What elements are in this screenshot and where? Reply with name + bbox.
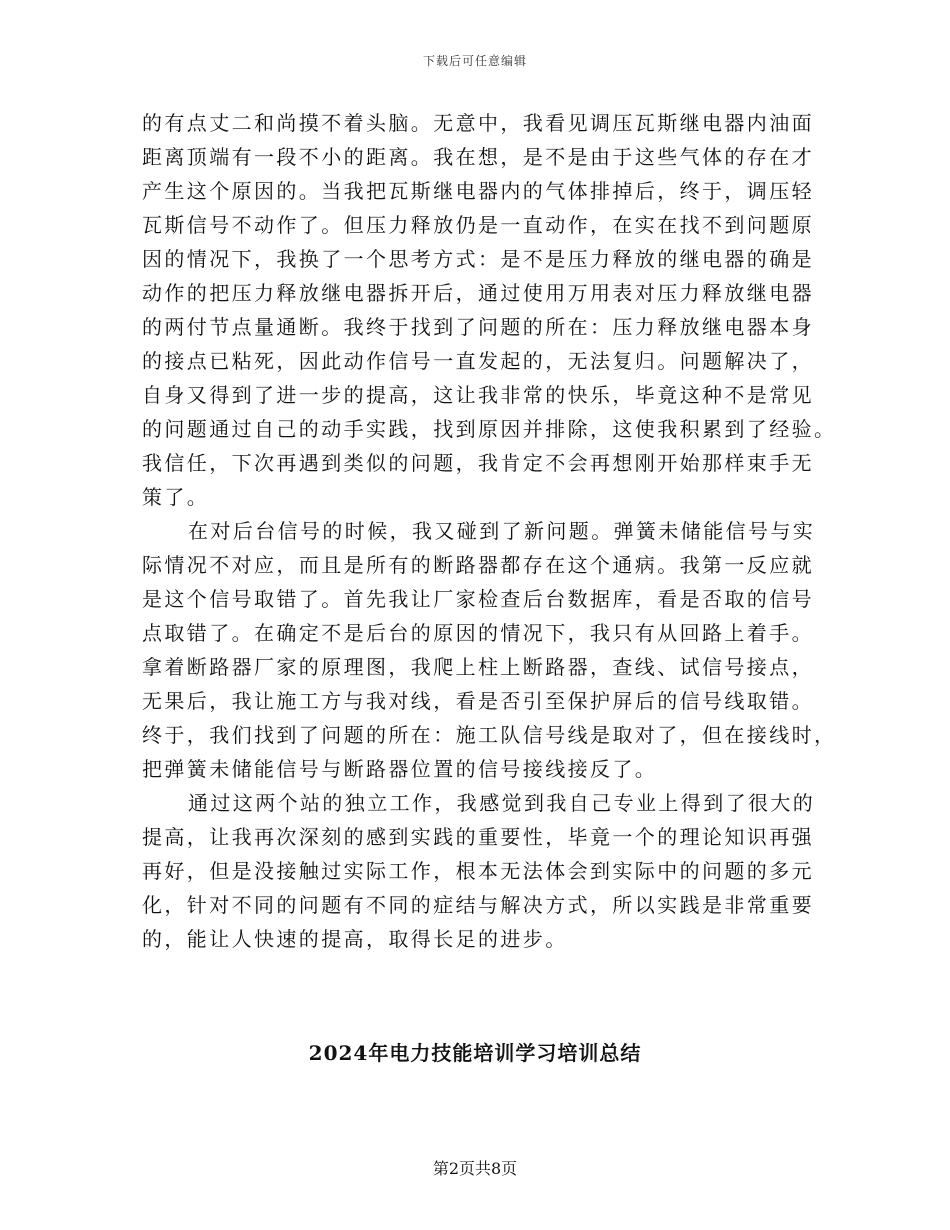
body-line: 无果后，我让施工方与我对线，看是否引至保护屏后的信号线取错。 — [142, 689, 814, 713]
body-line: 点取错了。在确定不是后台的原因的情况下，我只有从回路上着手。 — [142, 621, 814, 645]
body-line: 因的情况下，我换了一个思考方式：是不是压力释放的继电器的确是 — [142, 247, 814, 271]
paragraph-start-line: 通过这两个站的独立工作，我感觉到我自己专业上得到了很大的 — [188, 791, 816, 815]
body-line: 是这个信号取错了。首先我让厂家检查后台数据库，看是否取的信号 — [142, 587, 814, 611]
paragraph-start-line: 在对后台信号的时候，我又碰到了新问题。弹簧未储能信号与实 — [188, 519, 816, 543]
body-line: 策了。 — [142, 485, 210, 509]
document-body — [142, 106, 837, 956]
body-line: 距离顶端有一段不小的距离。我在想，是不是由于这些气体的存在才 — [142, 145, 814, 169]
body-line: 把弹簧未储能信号与断路器位置的信号接线接反了。 — [142, 757, 658, 781]
body-line: 我信任，下次再遇到类似的问题，我肯定不会再想刚开始那样束手无 — [142, 451, 814, 475]
body-line: 际情况不对应，而且是所有的断路器都存在这个通病。我第一反应就 — [142, 553, 814, 577]
body-line: 的接点已粘死，因此动作信号一直发起的，无法复归。问题解决了， — [142, 349, 814, 373]
body-line: 自身又得到了进一步的提高，这让我非常的快乐，毕竟这种不是常见 — [142, 383, 814, 407]
body-line: 终于，我们找到了问题的所在：施工队信号线是取对了，但在接线时， — [142, 723, 837, 747]
body-line: 产生这个原因的。当我把瓦斯继电器内的气体排掉后，终于，调压轻 — [142, 179, 814, 203]
body-line: 的问题通过自己的动手实践，找到原因并排除，这使我积累到了经验。 — [142, 417, 837, 441]
body-line: 化，针对不同的问题有不同的症结与解决方式，所以实践是非常重要 — [142, 893, 814, 917]
body-line: 瓦斯信号不动作了。但压力释放仍是一直动作，在实在找不到问题原 — [142, 213, 814, 237]
body-line: 拿着断路器厂家的原理图，我爬上柱上断路器，查线、试信号接点， — [142, 655, 814, 679]
body-line: 动作的把压力释放继电器拆开后，通过使用万用表对压力释放继电器 — [142, 281, 814, 305]
section-title: 2024年电力技能培训学习培训总结 — [308, 1041, 642, 1065]
body-line: 提高，让我再次深刻的感到实践的重要性，毕竟一个的理论知识再强 — [142, 825, 814, 849]
page-number: 第2页共8页 — [432, 1159, 518, 1178]
body-line: 的两付节点量通断。我终于找到了问题的所在：压力释放继电器本身 — [142, 315, 814, 339]
body-line: 再好，但是没接触过实际工作，根本无法体会到实际中的问题的多元 — [142, 859, 814, 883]
body-line: 的有点丈二和尚摸不着头脑。无意中，我看见调压瓦斯继电器内油面 — [142, 111, 814, 135]
page-header: 下载后可任意编辑 — [422, 54, 527, 68]
body-line: 的，能让人快速的提高，取得长足的进步。 — [142, 927, 568, 951]
